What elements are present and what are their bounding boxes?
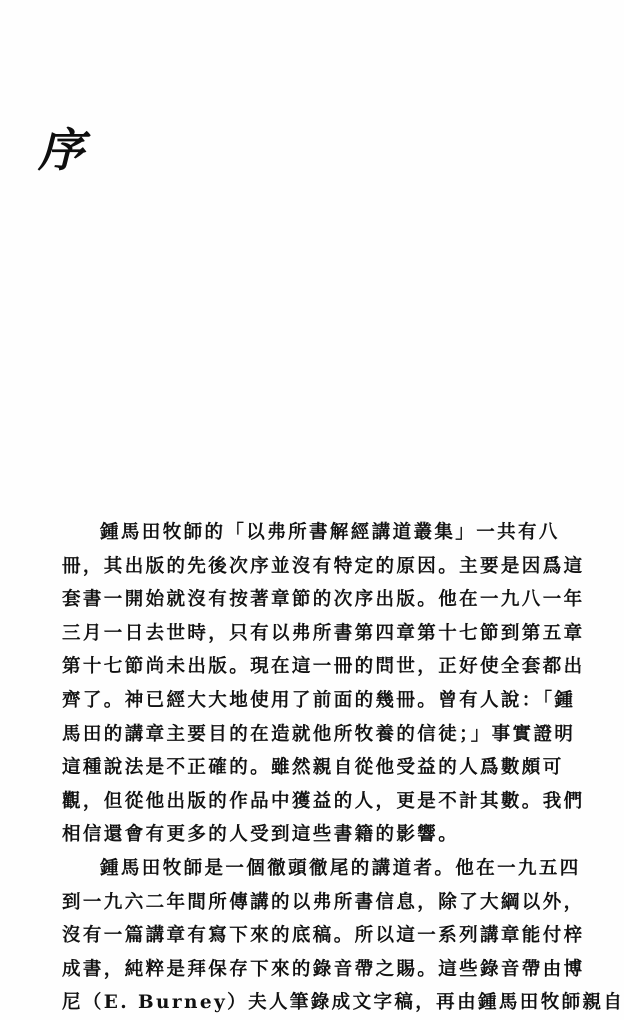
- text-line-15: 尼（E. Burney）夫人筆錄成文字稿，再由鍾馬田牧師親自: [62, 992, 624, 1014]
- text-line-6: 齊了。神已經大大地使用了前面的幾冊。曾有人說：「鍾: [62, 689, 576, 711]
- text-line-8: 這種說法是不正確的。雖然親自從他受益的人爲數頗可: [62, 757, 564, 779]
- preface-body: [62, 516, 624, 1020]
- text-line-12: 到一九六二年間所傳講的以弗所書信息，除了大綱以外，: [62, 891, 585, 913]
- text-line-14: 成書，純粹是拜保存下來的錄音帶之賜。這些錄音帶由博: [62, 958, 585, 980]
- text-line-7: 馬田的講章主要目的在造就他所牧養的信徒；」事實證明: [62, 723, 576, 745]
- text-line-1: 鍾馬田牧師的「以弗所書解經講道叢集」一共有八: [100, 522, 560, 543]
- text-line-13: 沒有一篇講章有寫下來的底稿。所以這一系列講章能付梓: [62, 925, 585, 947]
- text-line-4: 三月一日去世時，只有以弗所書第四章第十七節到第五章: [62, 622, 585, 644]
- preface-heading: 序: [38, 123, 84, 177]
- text-line-5: 第十七節尚未出版。現在這一冊的問世，正好使全套都出: [62, 656, 585, 678]
- text-line-3: 套書一開始就沒有按著章節的次序出版。他在一九八一年: [62, 589, 585, 611]
- text-line-10: 相信還會有更多的人受到這些書籍的影響。: [62, 824, 460, 846]
- text-line-11: 鍾馬田牧師是一個徹頭徹尾的講道者。他在一九五四: [100, 857, 581, 879]
- text-line-2: 冊，其出版的先後次序並沒有特定的原因。主要是因爲這: [62, 555, 585, 577]
- text-line-9: 觀，但從他出版的作品中獲益的人，更是不計其數。我們: [62, 790, 585, 812]
